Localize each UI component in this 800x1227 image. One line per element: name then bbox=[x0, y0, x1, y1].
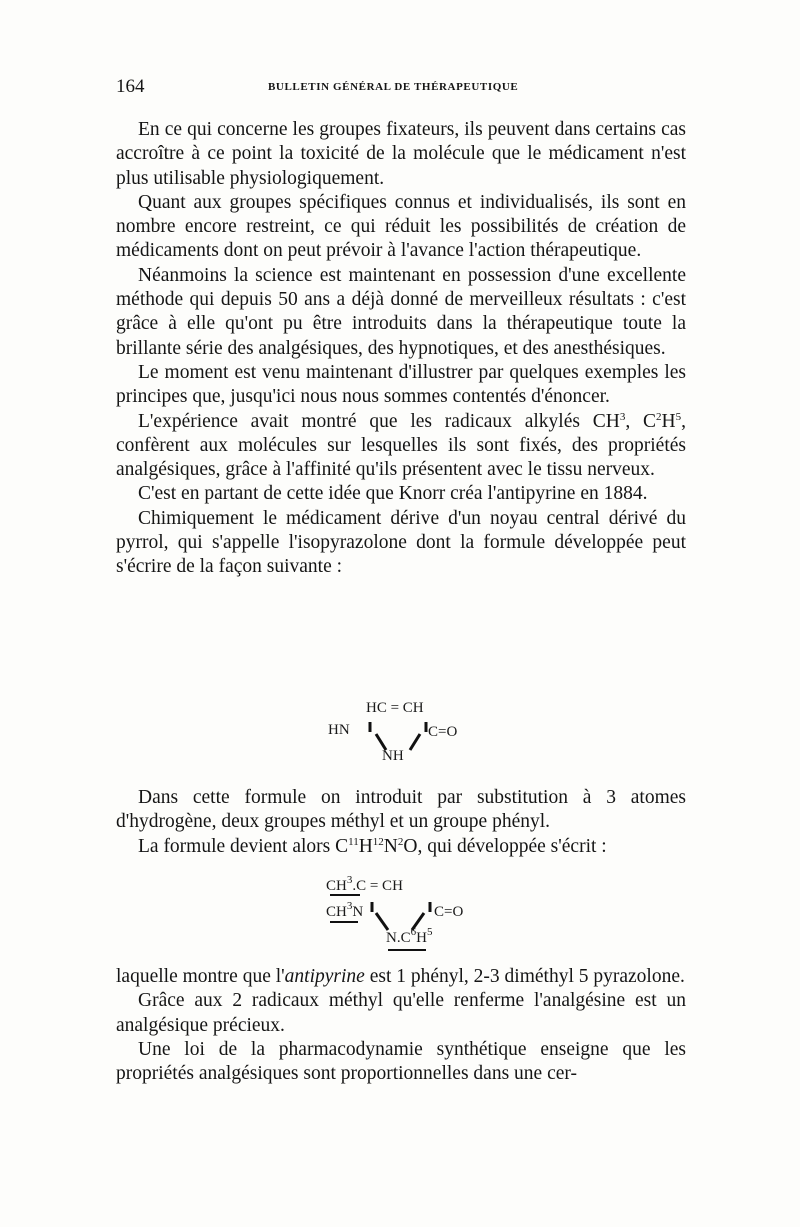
page-number: 164 bbox=[116, 76, 145, 97]
formula2-top: $CH^3.C$ = CH bbox=[326, 874, 403, 894]
text-block-lower bbox=[116, 965, 686, 1086]
formula1-bottom: NH bbox=[382, 748, 404, 764]
paragraph-method: Néanmoins la science est maintenant en possession d'une excellente méthode qui depuis 50 ans a déjà donné de merveilleux résultats : c'est grâce à elle qu'ont pu être introduits dans la thérapeutique toute la brillante série des analgésiques, des hypnotiques, et des anesthésiques. bbox=[116, 264, 686, 359]
page-header bbox=[116, 76, 686, 98]
paragraph-substitution: Dans cette formule on introduit par substitution à 3 atomes d'hydrogène, deux groupes méthyl et un groupe phényl. bbox=[116, 787, 686, 833]
paragraph-specific-groups: Quant aux groupes spécifiques connus et individualisés, ils sont en nombre encore restreint, ce qui réduit les possibilités de création de médicaments dont on peut prévoir à l'avance l'action thérapeutique. bbox=[116, 191, 686, 262]
paragraph-pharmacodynamics-law: Une loi de la pharmacodynamie synthétique enseigne que les propriétés analgésiques sont proportionnelles dans une cer- bbox=[116, 1038, 686, 1085]
formula1-right: C=O bbox=[428, 724, 458, 740]
paragraph-analgesine: Grâce aux 2 radicaux méthyl qu'elle renferme l'analgésine est un analgésique précieux. bbox=[116, 990, 686, 1036]
text-block-middle bbox=[116, 786, 686, 859]
paragraph-examples: Le moment est venu maintenant d'illustrer par quelques exemples les principes que, jusqu'ici nous nous sommes contentés d'énoncer. bbox=[116, 361, 686, 408]
paragraph-isopyrazolone: Chimiquement le médicament dérive d'un noyau central dérivé du pyrrol, qui s'appelle l'isopyrazolone dont la formule développée peut s'écrire de la façon suivante : bbox=[116, 507, 686, 578]
text-block-upper bbox=[116, 118, 686, 580]
formula2-bottom: $N.C^6H^5$ bbox=[386, 926, 433, 946]
formula2-right: C=O bbox=[434, 904, 464, 920]
formula1-top: HC = CH bbox=[366, 700, 424, 716]
paragraph-knorr: C'est en partant de cette idée que Knorr créa l'antipyrine en 1884. bbox=[138, 483, 648, 505]
formula1-left: HN bbox=[328, 722, 350, 738]
formula-antipyrine bbox=[326, 872, 526, 962]
paragraph-antipyrine-definition: laquelle montre que l'antipyrine est 1 phényl, 2-3 diméthyl 5 pyrazolone. bbox=[116, 966, 685, 987]
formula2-left: $CH^3N$ bbox=[326, 900, 364, 920]
paragraph-alkyl-radicals: L'expérience avait montré que les radicaux alkylés $CH^3$, $C^2H^5$, confèrent aux molécules sur lesquelles ils sont fixés, des propriétés analgésiques, grâce à l'affinité qu'ils présentent avec le tissu nerveux. bbox=[116, 410, 686, 481]
paragraph-formula-intro: La formule devient alors $C^{11}H^{12}N^2O$, qui développée s'écrit : bbox=[138, 835, 607, 857]
formula-isopyrazolone bbox=[320, 698, 520, 778]
paragraph-fixing-groups: En ce qui concerne les groupes fixateurs, ils peuvent dans certains cas accroître à ce point la toxicité de la molécule que le médicament n'est plus utilisable physiologiquement. bbox=[116, 119, 686, 189]
running-title: BULLETIN GÉNÉRAL DE THÉRAPEUTIQUE bbox=[268, 81, 519, 93]
